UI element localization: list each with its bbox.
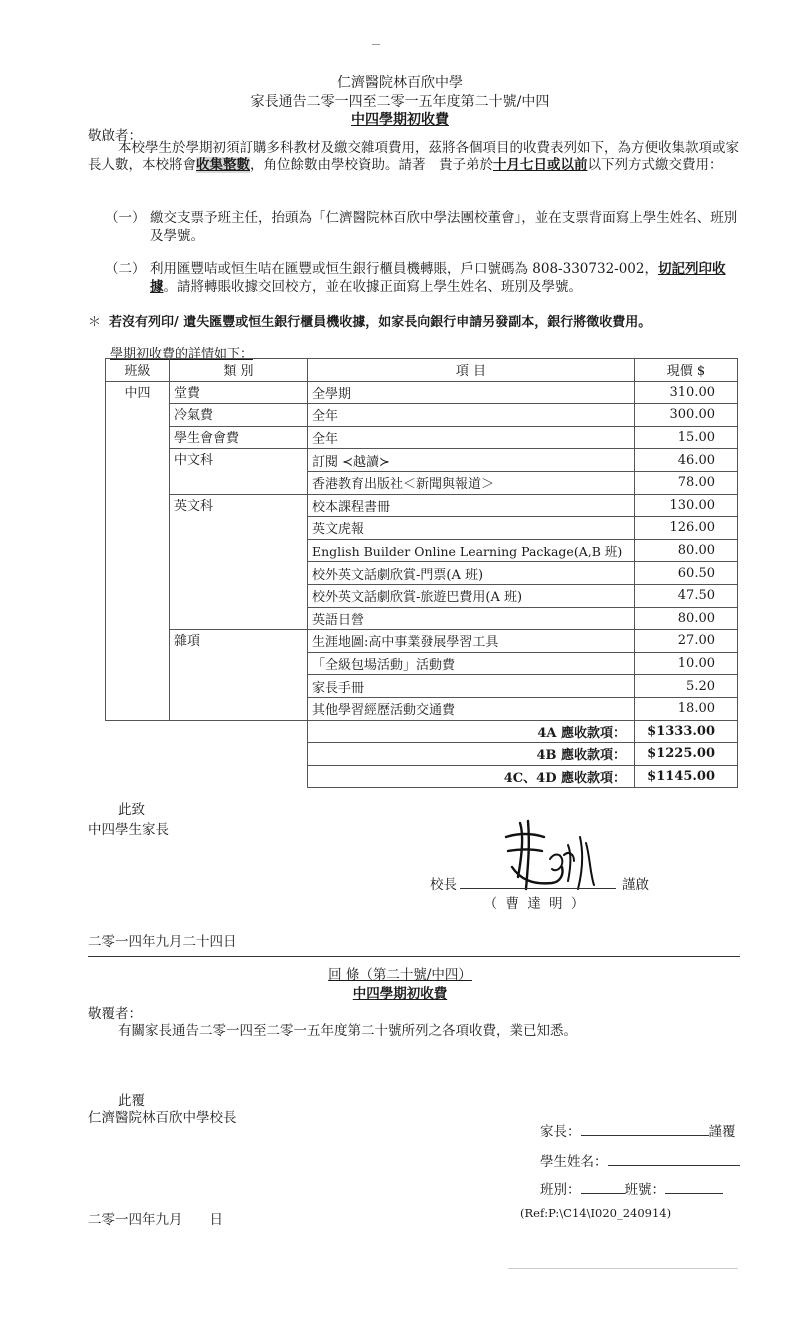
item-cell: 其他學習經歷活動交通費	[308, 697, 635, 720]
reply-salutation: 敬覆者：	[88, 1006, 142, 1022]
parent-signature-field[interactable]	[581, 1122, 709, 1136]
table-header-row	[106, 359, 738, 382]
price-cell: 300.00	[635, 404, 738, 427]
table-row	[106, 404, 738, 427]
salutation: 敬啟者：	[88, 128, 142, 144]
payment-method-text-1: 利用匯豐咭或恒生咭在匯豐或恒生銀行櫃員機轉賬，戶口號碼為 808-330732-002，	[150, 261, 658, 277]
header-item: 項 目	[308, 359, 635, 382]
principal-name: （ 曹 達 明 ）	[483, 896, 587, 912]
item-cell: 全學期	[308, 381, 635, 404]
item-cell: 全年	[308, 426, 635, 449]
closing-line-1: 此致	[118, 802, 145, 818]
total-row	[106, 720, 738, 743]
closing-line-2: 中四學生家長	[88, 822, 169, 838]
notice-date: 二零一四年九月二十四日	[88, 934, 237, 950]
reply-slip-divider	[88, 956, 740, 957]
table-caption: 學期初收費的詳情如下：	[110, 347, 254, 362]
receipt-warning-text: 若沒有列印/ 遺失匯豐或恒生銀行櫃員機收據，如家長向銀行申請另發副本，銀行將徵收費用。	[109, 315, 652, 330]
reply-closing-1: 此覆	[118, 1093, 145, 1109]
total-label: 4C、4D 應收款項：	[308, 765, 635, 788]
reply-date: 二零一四年九月 日	[88, 1212, 223, 1228]
total-value: $1145.00	[635, 765, 738, 788]
price-cell: 80.00	[635, 607, 738, 630]
category-cell: 中文科	[170, 449, 308, 494]
print-receipt-emphasis: 切記列印收據	[150, 261, 726, 295]
table-row	[106, 494, 738, 517]
notice-title: 中四學期初收費	[351, 112, 449, 128]
item-cell: 生涯地圖:高中事業發展學習工具	[308, 630, 635, 653]
acknowledgement-text: 有關家長通告二零一四至二零一五年度第二十號所列之各項收費，業已知悉。	[118, 1023, 577, 1039]
price-cell: 130.00	[635, 494, 738, 517]
intro-paragraph	[88, 140, 748, 174]
payment-method-text: 繳交支票予班主任，抬頭為「仁濟醫院林百欣中學法團校董會」，並在支票背面寫上學生姓名、班別及學號。	[150, 210, 738, 244]
class-field[interactable]	[581, 1180, 625, 1194]
price-cell: 27.00	[635, 630, 738, 653]
payment-method-text-2: 。請將轉賬收據交回校方，並在收據正面寫上學生姓名、班別及學號。	[163, 279, 582, 295]
total-value: $1333.00	[635, 720, 738, 743]
header-category: 類 別	[170, 359, 308, 382]
principal-label: 校長	[430, 877, 457, 893]
table-row	[106, 426, 738, 449]
class-label: 班別：	[540, 1182, 581, 1198]
item-cell: 香港教育出版社＜新聞與報道＞	[308, 471, 635, 494]
scan-speck	[508, 1268, 738, 1269]
payment-method-number: （二）	[105, 261, 146, 277]
parent-suffix: 謹覆	[708, 1124, 736, 1140]
price-cell: 18.00	[635, 697, 738, 720]
class-number-row	[540, 1178, 723, 1198]
payment-method-number: （一）	[105, 210, 146, 226]
signature-line	[460, 888, 616, 889]
fee-table	[105, 358, 738, 788]
price-cell: 46.00	[635, 449, 738, 472]
reply-closing-2: 仁濟醫院林百欣中學校長	[88, 1110, 237, 1126]
item-cell: English Builder Online Learning Package(A,B 班)	[308, 539, 635, 562]
price-cell: 15.00	[635, 426, 738, 449]
total-value: $1225.00	[635, 743, 738, 766]
category-cell: 冷氣費	[170, 404, 308, 427]
class-number-label: 班號：	[624, 1182, 665, 1198]
price-cell: 78.00	[635, 471, 738, 494]
intro-emphasis-deadline: 十月七日或以前	[493, 157, 588, 173]
price-cell: 47.50	[635, 584, 738, 607]
intro-text-1: 本校學生於學期初須訂購多科教材及繳交雜項費用，茲將各個項目的收費表列如下，為方便收集款項或家長人數，本校將會	[88, 140, 739, 173]
price-cell: 126.00	[635, 517, 738, 540]
total-row	[106, 743, 738, 766]
item-cell: 英語日營	[308, 607, 635, 630]
table-row	[106, 449, 738, 472]
table-row	[106, 381, 738, 404]
reference-code: (Ref:P:\C14\I020_240914)	[520, 1206, 672, 1220]
price-cell: 310.00	[635, 381, 738, 404]
item-cell: 英文虎報	[308, 517, 635, 540]
payment-method-text	[150, 260, 750, 296]
respectfully-label: 謹啟	[622, 877, 649, 893]
intro-text-3: 以下列方式繳交費用：	[587, 157, 723, 173]
parent-signature-row	[540, 1120, 736, 1140]
parent-label: 家長：	[540, 1124, 581, 1140]
student-name-row	[540, 1150, 740, 1170]
asterisk-icon: ＊	[88, 315, 102, 330]
receipt-warning	[88, 311, 768, 330]
total-label: 4A 應收款項：	[308, 720, 635, 743]
scan-speck	[372, 44, 380, 45]
price-cell: 10.00	[635, 652, 738, 675]
category-cell: 學生會會費	[170, 426, 308, 449]
table-row	[106, 630, 738, 653]
student-name-field[interactable]	[608, 1152, 740, 1166]
student-name-label: 學生姓名：	[540, 1154, 608, 1170]
header-class: 班級	[106, 359, 170, 382]
class-cell: 中四	[106, 381, 170, 720]
category-cell: 堂費	[170, 381, 308, 404]
reply-slip-title: 回 條（第二十號/中四）	[328, 967, 472, 983]
category-cell: 英文科	[170, 494, 308, 630]
notice-number: 家長通告二零一四至二零一五年度第二十號/中四	[250, 94, 550, 110]
item-cell: 全年	[308, 404, 635, 427]
item-cell: 訂閱 ≺越讀≻	[308, 449, 635, 472]
category-cell: 雜項	[170, 630, 308, 720]
principal-signature	[498, 815, 608, 895]
intro-emphasis-whole-amount: 收集整數	[196, 157, 250, 173]
school-name: 仁濟醫院林百欣中學	[337, 75, 463, 91]
item-cell: 「全級包場活動」活動費	[308, 652, 635, 675]
header-price: 現價 $	[635, 359, 738, 382]
price-cell: 5.20	[635, 675, 738, 698]
price-cell: 80.00	[635, 539, 738, 562]
intro-text-2: ，角位餘數由學校資助。請著 貴子弟於	[250, 157, 493, 173]
item-cell: 校本課程書冊	[308, 494, 635, 517]
price-cell: 60.50	[635, 562, 738, 585]
item-cell: 家長手冊	[308, 675, 635, 698]
total-row	[106, 765, 738, 788]
item-cell: 校外英文話劇欣賞-旅遊巴費用(A 班)	[308, 584, 635, 607]
total-label: 4B 應收款項：	[308, 743, 635, 766]
item-cell: 校外英文話劇欣賞-門票(A 班)	[308, 562, 635, 585]
reply-slip-subtitle: 中四學期初收費	[352, 986, 448, 1002]
class-number-field[interactable]	[665, 1180, 723, 1194]
